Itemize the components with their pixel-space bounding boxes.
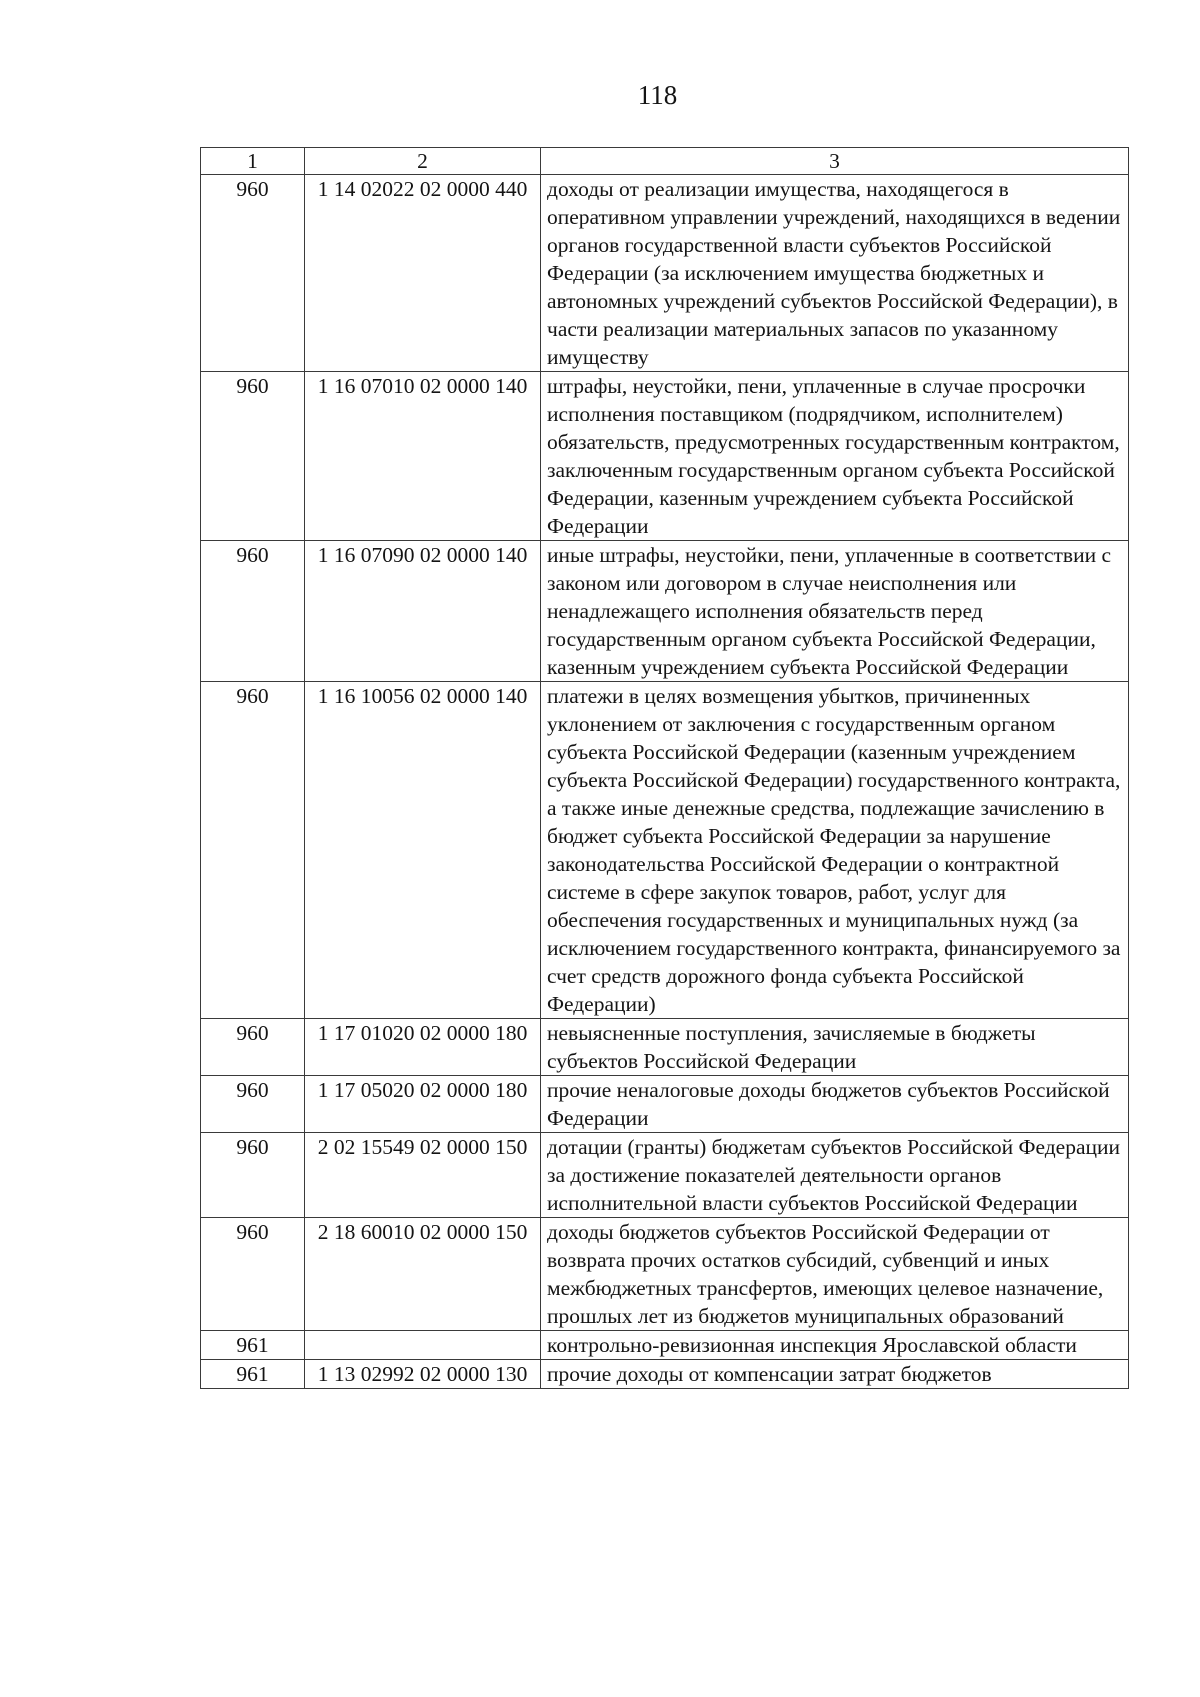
table-row [201,1331,1129,1360]
table-header-row [201,148,1129,175]
description-cell: штрафы, неустойки, пени, уплаченные в случае просрочки исполнения поставщиком (подрядчиком, исполнителем) обязательств, предусмотренных государственным контрактом, заключенным государственным органом субъекта Российской Федерации, казенным учреждением субъекта Российской Федерации [541,372,1129,541]
table-row [201,372,1129,541]
table-row [201,1218,1129,1331]
income-code-cell [305,1331,541,1360]
table-row [201,1019,1129,1076]
table-row [201,541,1129,682]
table-row [201,1076,1129,1133]
admin-code-cell: 960 [201,541,305,682]
admin-code-cell: 960 [201,1218,305,1331]
admin-code-cell: 961 [201,1331,305,1360]
description-cell: невыясненные поступления, зачисляемые в бюджеты субъектов Российской Федерации [541,1019,1129,1076]
income-code-cell: 2 02 15549 02 0000 150 [305,1133,541,1218]
description-cell: дотации (гранты) бюджетам субъектов Российской Федерации за достижение показателей деятельности органов исполнительной власти субъектов Российской Федерации [541,1133,1129,1218]
admin-code-cell: 960 [201,1076,305,1133]
description-cell: доходы бюджетов субъектов Российской Федерации от возврата прочих остатков субсидий, субвенций и иных межбюджетных трансфертов, имеющих целевое назначение, прошлых лет из бюджетов муниципальных образований [541,1218,1129,1331]
description-cell: контрольно-ревизионная инспекция Ярославской области [541,1331,1129,1360]
budget-codes-table [200,147,1129,1389]
income-code-cell: 1 14 02022 02 0000 440 [305,175,541,372]
admin-code-cell: 960 [201,682,305,1019]
income-code-cell: 1 13 02992 02 0000 130 [305,1360,541,1389]
description-cell: иные штрафы, неустойки, пени, уплаченные в соответствии с законом или договором в случае неисполнения или ненадлежащего исполнения обязательств перед государственным органом субъекта Российской Федерации, казенным учреждением субъекта Российской Федерации [541,541,1129,682]
table-row [201,1133,1129,1218]
table-row [201,175,1129,372]
header-col-2: 2 [305,148,541,175]
income-code-cell: 1 17 05020 02 0000 180 [305,1076,541,1133]
table-row [201,1360,1129,1389]
income-code-cell: 1 16 07010 02 0000 140 [305,372,541,541]
description-cell: прочие доходы от компенсации затрат бюджетов [541,1360,1129,1389]
income-code-cell: 1 16 10056 02 0000 140 [305,682,541,1019]
table-row [201,682,1129,1019]
income-code-cell: 1 17 01020 02 0000 180 [305,1019,541,1076]
income-code-cell: 2 18 60010 02 0000 150 [305,1218,541,1331]
description-cell: платежи в целях возмещения убытков, причиненных уклонением от заключения с государственным органом субъекта Российской Федерации (казенным учреждением субъекта Российской Федерации) государственного контракта, а также иные денежные средства, подлежащие зачислению в бюджет субъекта Российской Федерации за нарушение законодательства Российской Федерации о контрактной системе в сфере закупок товаров, работ, услуг для обеспечения государственных и муниципальных нужд (за исключением государственного контракта, финансируемого за счет средств дорожного фонда субъекта Российской Федерации) [541,682,1129,1019]
admin-code-cell: 960 [201,175,305,372]
admin-code-cell: 960 [201,1133,305,1218]
header-col-1: 1 [201,148,305,175]
description-cell: прочие неналоговые доходы бюджетов субъектов Российской Федерации [541,1076,1129,1133]
admin-code-cell: 960 [201,372,305,541]
header-col-3: 3 [541,148,1129,175]
admin-code-cell: 961 [201,1360,305,1389]
admin-code-cell: 960 [201,1019,305,1076]
income-code-cell: 1 16 07090 02 0000 140 [305,541,541,682]
page-number: 118 [637,80,678,110]
description-cell: доходы от реализации имущества, находящегося в оперативном управлении учреждений, находящихся в ведении органов государственной власти субъектов Российской Федерации (за исключением имущества бюджетных и автономных учреждений субъектов Российской Федерации), в части реализации материальных запасов по указанному имуществу [541,175,1129,372]
